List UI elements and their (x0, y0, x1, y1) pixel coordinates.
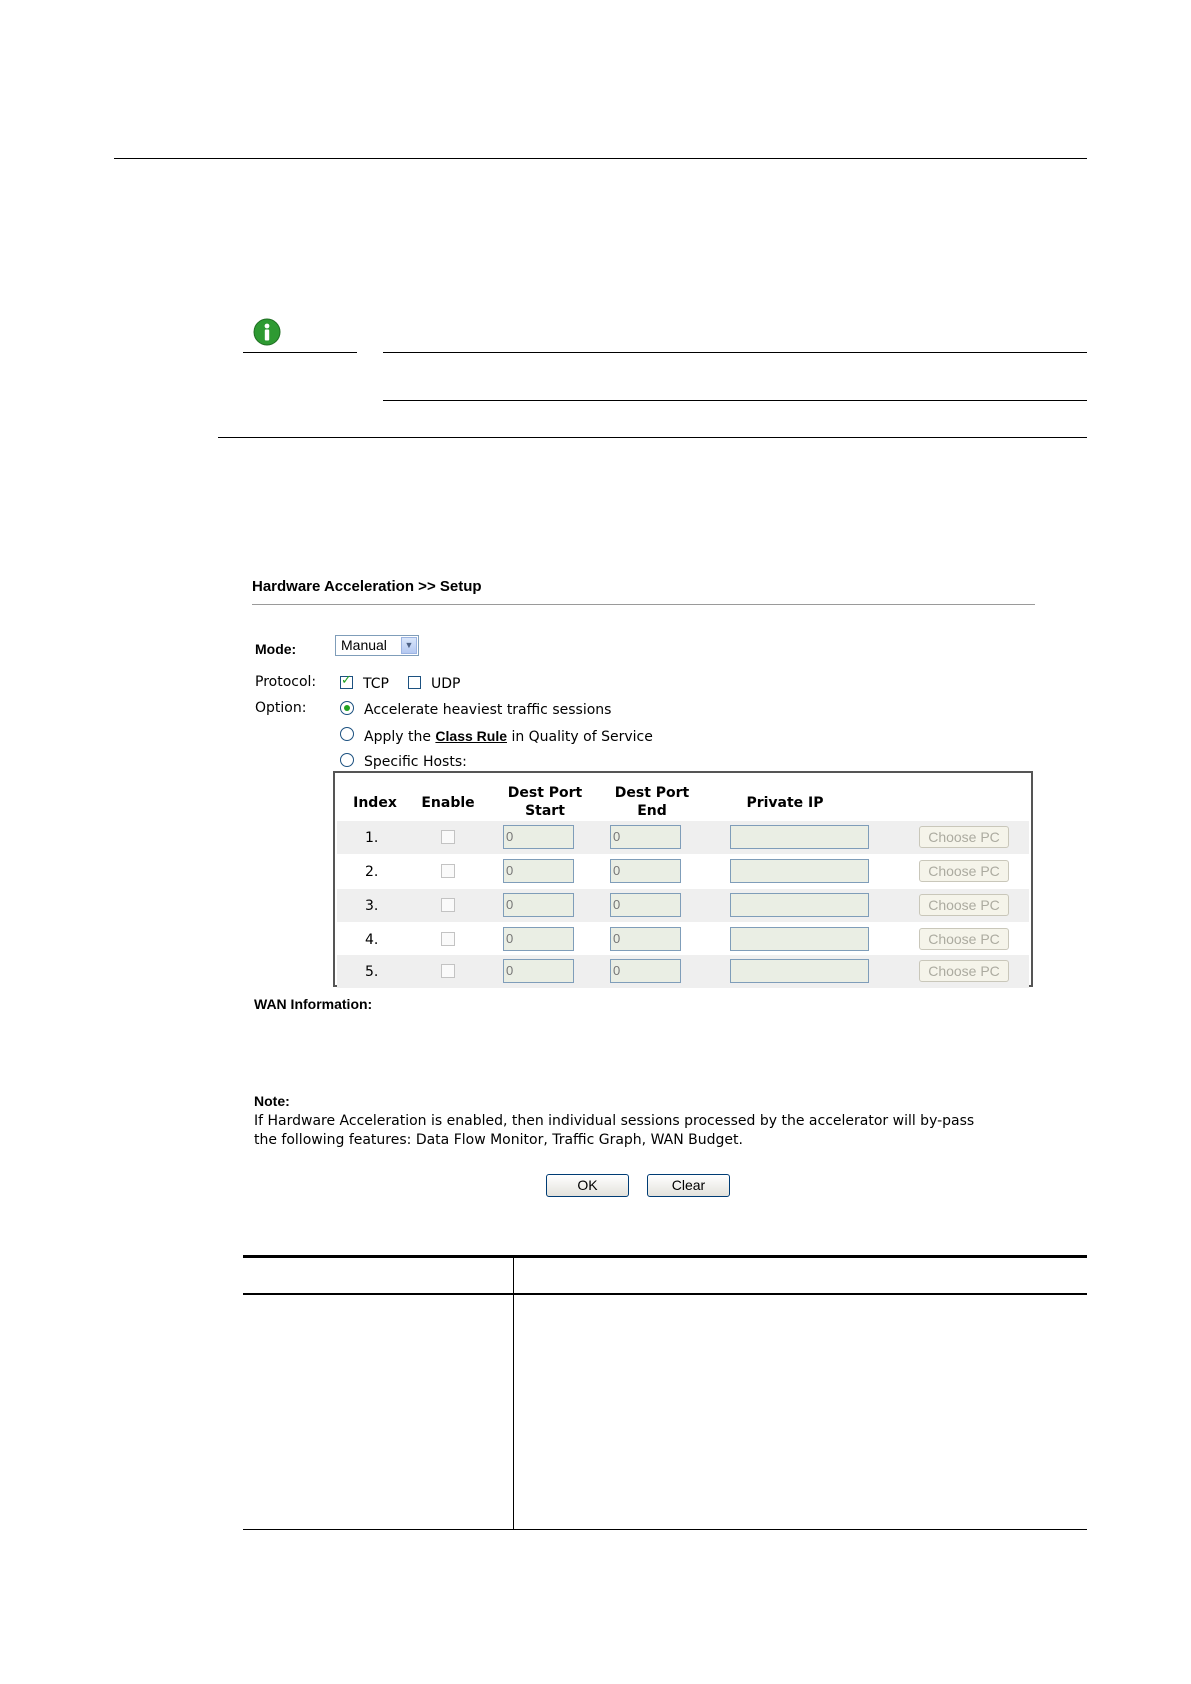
clear-button[interactable]: Clear (647, 1174, 730, 1197)
col-header-dest-port-start-line1: Dest Port (507, 785, 583, 801)
tcp-checkbox[interactable] (340, 676, 353, 689)
row-enable-checkbox[interactable] (441, 932, 455, 946)
table-row (337, 889, 1029, 922)
mode-label: Mode: (255, 641, 297, 657)
info-icon (253, 318, 281, 346)
row-index: 2. (365, 864, 379, 880)
mode-select-value: Manual (341, 637, 387, 653)
dest-port-start-input[interactable]: 0 (503, 893, 574, 917)
chevron-down-icon[interactable]: ▼ (401, 637, 417, 654)
col-header-dest-port-start (495, 784, 595, 820)
private-ip-input[interactable] (730, 959, 869, 983)
note-icon-rule (243, 352, 357, 353)
page-title: Hardware Acceleration >> Setup (252, 578, 482, 595)
option-specific-hosts-radio[interactable] (340, 753, 354, 767)
description-table (243, 1255, 1087, 1530)
option-heaviest-radio[interactable] (340, 701, 354, 715)
option-class-rule-radio[interactable] (340, 727, 354, 741)
udp-checkbox[interactable] (408, 676, 421, 689)
table-row (337, 855, 1029, 888)
note-text (254, 1112, 1044, 1150)
option-label: Option: (255, 700, 307, 716)
row-enable-checkbox[interactable] (441, 864, 455, 878)
option-heaviest-label: Accelerate heaviest traffic sessions (364, 702, 612, 718)
ok-button[interactable]: OK (546, 1174, 629, 1197)
table-row (337, 923, 1029, 956)
dest-port-end-input[interactable]: 0 (610, 927, 681, 951)
note-rule-bottom (383, 400, 1087, 401)
description-table-top-rule (243, 1255, 1087, 1258)
header-rule (114, 158, 1087, 159)
row-index: 3. (365, 898, 379, 914)
choose-pc-button[interactable]: Choose PC (919, 928, 1009, 950)
col-header-dest-port-end-line1: Dest Port (614, 785, 690, 801)
description-table-header-rule (243, 1293, 1087, 1295)
option-specific-hosts-label: Specific Hosts: (364, 754, 467, 770)
choose-pc-button[interactable]: Choose PC (919, 894, 1009, 916)
option-class-rule-label (364, 728, 653, 745)
dest-port-start-input[interactable]: 0 (503, 927, 574, 951)
dest-port-end-input[interactable]: 0 (610, 893, 681, 917)
note-label: Note: (254, 1093, 290, 1109)
dest-port-end-input[interactable]: 0 (610, 825, 681, 849)
note-rule-top (383, 352, 1087, 353)
row-enable-checkbox[interactable] (441, 964, 455, 978)
row-index: 4. (365, 932, 379, 948)
wan-information-label: WAN Information: (254, 996, 373, 1012)
row-enable-checkbox[interactable] (441, 830, 455, 844)
col-header-index: Index (353, 795, 397, 811)
note-line-1: If Hardware Acceleration is enabled, then individual sessions processed by the accelerator will by-pass (254, 1113, 975, 1129)
col-header-private-ip: Private IP (746, 795, 824, 811)
specific-hosts-table (333, 771, 1033, 987)
private-ip-input[interactable] (730, 893, 869, 917)
row-index: 5. (365, 964, 379, 980)
udp-label: UDP (431, 676, 461, 692)
class-rule-link[interactable]: Class Rule (435, 728, 507, 744)
dest-port-start-input[interactable]: 0 (503, 859, 574, 883)
dest-port-end-input[interactable]: 0 (610, 859, 681, 883)
private-ip-input[interactable] (730, 825, 869, 849)
dest-port-start-input[interactable]: 0 (503, 959, 574, 983)
dest-port-start-input[interactable]: 0 (503, 825, 574, 849)
title-divider (252, 604, 1035, 605)
section-rule (218, 437, 1087, 438)
dest-port-end-input[interactable]: 0 (610, 959, 681, 983)
tcp-label: TCP (363, 676, 389, 692)
protocol-label: Protocol: (255, 674, 317, 690)
col-header-enable: Enable (421, 795, 475, 811)
table-row (337, 955, 1029, 988)
choose-pc-button[interactable]: Choose PC (919, 960, 1009, 982)
col-header-dest-port-start-line2: Start (525, 803, 565, 819)
row-index: 1. (365, 830, 379, 846)
private-ip-input[interactable] (730, 859, 869, 883)
col-header-dest-port-end-line2: End (637, 803, 667, 819)
option-class-rule-prefix: Apply the (364, 729, 431, 745)
option-class-rule-suffix: in Quality of Service (511, 729, 653, 745)
note-line-2: the following features: Data Flow Monitor, Traffic Graph, WAN Budget. (254, 1132, 743, 1148)
private-ip-input[interactable] (730, 927, 869, 951)
description-table-column-divider (513, 1255, 514, 1530)
choose-pc-button[interactable]: Choose PC (919, 826, 1009, 848)
col-header-dest-port-end (602, 784, 702, 820)
choose-pc-button[interactable]: Choose PC (919, 860, 1009, 882)
description-table-bottom-rule (243, 1529, 1087, 1530)
mode-select[interactable] (335, 635, 419, 656)
table-row (337, 821, 1029, 854)
row-enable-checkbox[interactable] (441, 898, 455, 912)
